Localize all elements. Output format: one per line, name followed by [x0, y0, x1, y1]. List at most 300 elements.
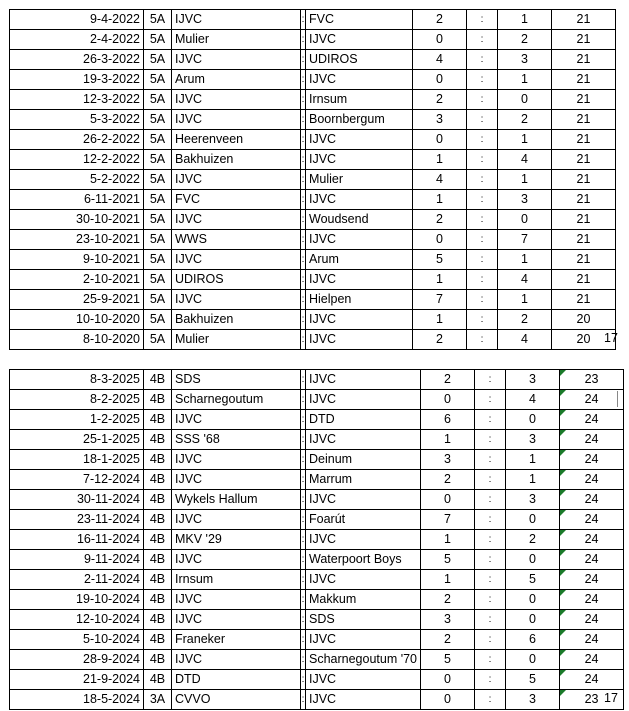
score-colon-cell: :: [467, 170, 498, 190]
round-cell: 24: [560, 390, 624, 410]
home-team-cell: IJVC: [172, 250, 301, 270]
away-team-cell: IJVC: [306, 430, 421, 450]
class-cell: 5A: [144, 230, 172, 250]
away-score-cell: 0: [506, 650, 560, 670]
home-score-cell: 7: [413, 290, 467, 310]
round-cell: 21: [552, 210, 616, 230]
table-row: [10, 390, 624, 410]
table-row: [10, 230, 616, 250]
table-row: [10, 630, 624, 650]
separator-cell: :: [301, 690, 306, 710]
class-cell: 4B: [144, 370, 172, 390]
round-cell: 24: [560, 610, 624, 630]
away-team-cell: IJVC: [306, 190, 413, 210]
round-cell: 24: [560, 630, 624, 650]
score-colon-cell: :: [467, 250, 498, 270]
away-team-cell: UDIROS: [306, 50, 413, 70]
table-row: [10, 330, 616, 350]
separator-cell: :: [301, 410, 306, 430]
away-team-cell: Makkum: [306, 590, 421, 610]
away-team-cell: Irnsum: [306, 90, 413, 110]
away-score-cell: 1: [506, 470, 560, 490]
round-cell: 21: [552, 90, 616, 110]
separator-cell: :: [301, 530, 306, 550]
class-cell: 5A: [144, 150, 172, 170]
away-team-cell: IJVC: [306, 490, 421, 510]
table-row: [10, 250, 616, 270]
home-team-cell: Bakhuizen: [172, 150, 301, 170]
date-cell: 10-10-2020: [10, 310, 144, 330]
away-team-cell: IJVC: [306, 690, 421, 710]
away-score-cell: 2: [498, 30, 552, 50]
class-cell: 5A: [144, 50, 172, 70]
home-score-cell: 5: [421, 650, 475, 670]
separator-cell: :: [301, 110, 306, 130]
home-score-cell: 2: [421, 630, 475, 650]
score-colon-cell: :: [475, 370, 506, 390]
round-cell: 21: [552, 70, 616, 90]
date-cell: 12-2-2022: [10, 150, 144, 170]
date-cell: 5-10-2024: [10, 630, 144, 650]
date-cell: 25-9-2021: [10, 290, 144, 310]
round-cell: 24: [560, 510, 624, 530]
score-colon-cell: :: [475, 550, 506, 570]
away-team-cell: Marrum: [306, 470, 421, 490]
separator-cell: :: [301, 290, 306, 310]
separator-cell: :: [301, 390, 306, 410]
score-colon-cell: :: [467, 10, 498, 30]
score-colon-cell: :: [475, 570, 506, 590]
home-score-cell: 1: [421, 530, 475, 550]
away-score-cell: 3: [506, 370, 560, 390]
score-colon-cell: :: [475, 390, 506, 410]
table-row: [10, 650, 624, 670]
separator-cell: :: [301, 550, 306, 570]
home-team-cell: IJVC: [172, 290, 301, 310]
table-row: [10, 90, 616, 110]
away-score-cell: 3: [506, 690, 560, 710]
score-colon-cell: :: [467, 330, 498, 350]
round-cell: 21: [552, 230, 616, 250]
round-cell: 24: [560, 590, 624, 610]
away-team-cell: IJVC: [306, 330, 413, 350]
home-team-cell: MKV '29: [172, 530, 301, 550]
away-score-cell: 1: [498, 250, 552, 270]
round-cell: 21: [552, 190, 616, 210]
class-cell: 5A: [144, 290, 172, 310]
home-score-cell: 1: [421, 570, 475, 590]
away-score-cell: 3: [498, 50, 552, 70]
separator-cell: :: [301, 650, 306, 670]
home-score-cell: 2: [421, 590, 475, 610]
separator-cell: :: [301, 330, 306, 350]
score-colon-cell: :: [475, 470, 506, 490]
home-score-cell: 0: [421, 390, 475, 410]
away-score-cell: 3: [506, 490, 560, 510]
separator-cell: :: [301, 270, 306, 290]
table-row: [10, 150, 616, 170]
class-cell: 5A: [144, 70, 172, 90]
table-row: [10, 690, 624, 710]
away-team-cell: IJVC: [306, 70, 413, 90]
away-score-cell: 4: [498, 150, 552, 170]
home-team-cell: Arum: [172, 70, 301, 90]
table-row: [10, 210, 616, 230]
table-row: [10, 10, 616, 30]
away-score-cell: 6: [506, 630, 560, 650]
away-score-cell: 2: [498, 310, 552, 330]
home-team-cell: IJVC: [172, 90, 301, 110]
separator-cell: :: [301, 30, 306, 50]
round-cell: 24: [560, 670, 624, 690]
score-colon-cell: :: [467, 310, 498, 330]
home-score-cell: 4: [413, 50, 467, 70]
home-score-cell: 1: [413, 150, 467, 170]
away-team-cell: IJVC: [306, 670, 421, 690]
home-team-cell: CVVO: [172, 690, 301, 710]
away-team-cell: IJVC: [306, 130, 413, 150]
round-cell: 21: [552, 110, 616, 130]
round-cell: 21: [552, 50, 616, 70]
home-team-cell: IJVC: [172, 650, 301, 670]
home-score-cell: 0: [421, 490, 475, 510]
round-cell: 23: [560, 370, 624, 390]
home-team-cell: Irnsum: [172, 570, 301, 590]
separator-cell: :: [301, 250, 306, 270]
away-score-cell: 0: [506, 510, 560, 530]
class-cell: 4B: [144, 390, 172, 410]
date-cell: 5-3-2022: [10, 110, 144, 130]
date-cell: 18-5-2024: [10, 690, 144, 710]
round-cell: 24: [560, 450, 624, 470]
table-row: [10, 70, 616, 90]
separator-cell: :: [301, 90, 306, 110]
score-colon-cell: :: [475, 450, 506, 470]
home-score-cell: 5: [421, 550, 475, 570]
home-score-cell: 3: [421, 450, 475, 470]
away-team-cell: Hielpen: [306, 290, 413, 310]
separator-cell: :: [301, 630, 306, 650]
score-colon-cell: :: [467, 70, 498, 90]
date-cell: 9-4-2022: [10, 10, 144, 30]
home-score-cell: 1: [413, 270, 467, 290]
class-cell: 4B: [144, 470, 172, 490]
home-team-cell: Wykels Hallum: [172, 490, 301, 510]
round-cell: 24: [560, 470, 624, 490]
class-cell: 5A: [144, 190, 172, 210]
date-cell: 21-9-2024: [10, 670, 144, 690]
class-cell: 5A: [144, 30, 172, 50]
round-cell: 20: [552, 330, 616, 350]
home-score-cell: 1: [421, 430, 475, 450]
round-cell: 24: [560, 410, 624, 430]
date-cell: 5-2-2022: [10, 170, 144, 190]
class-cell: 5A: [144, 330, 172, 350]
date-cell: 2-11-2024: [10, 570, 144, 590]
home-team-cell: IJVC: [172, 450, 301, 470]
score-colon-cell: :: [467, 270, 498, 290]
date-cell: 25-1-2025: [10, 430, 144, 450]
away-score-cell: 4: [498, 270, 552, 290]
home-team-cell: UDIROS: [172, 270, 301, 290]
table-row: [10, 170, 616, 190]
away-team-cell: IJVC: [306, 370, 421, 390]
away-team-cell: IJVC: [306, 150, 413, 170]
separator-cell: :: [301, 470, 306, 490]
class-cell: 4B: [144, 450, 172, 470]
away-team-cell: Waterpoort Boys: [306, 550, 421, 570]
table-row: [10, 50, 616, 70]
home-score-cell: 4: [413, 170, 467, 190]
edge-mark: [617, 391, 618, 407]
separator-cell: :: [301, 150, 306, 170]
score-colon-cell: :: [467, 30, 498, 50]
separator-cell: :: [301, 170, 306, 190]
away-team-cell: IJVC: [306, 310, 413, 330]
date-cell: 16-11-2024: [10, 530, 144, 550]
table-row: [10, 570, 624, 590]
home-team-cell: IJVC: [172, 410, 301, 430]
date-cell: 8-3-2025: [10, 370, 144, 390]
home-team-cell: IJVC: [172, 470, 301, 490]
date-cell: 9-10-2021: [10, 250, 144, 270]
separator-cell: :: [301, 610, 306, 630]
home-score-cell: 2: [413, 90, 467, 110]
round-cell: 23: [560, 690, 624, 710]
home-score-cell: 2: [413, 10, 467, 30]
round-cell: 21: [552, 290, 616, 310]
class-cell: 4B: [144, 430, 172, 450]
score-colon-cell: :: [467, 150, 498, 170]
home-team-cell: FVC: [172, 190, 301, 210]
round-cell: 21: [552, 270, 616, 290]
side-note-table1: 17: [604, 331, 618, 345]
home-team-cell: Scharnegoutum: [172, 390, 301, 410]
away-team-cell: IJVC: [306, 230, 413, 250]
round-cell: 24: [560, 650, 624, 670]
class-cell: 5A: [144, 10, 172, 30]
date-cell: 30-10-2021: [10, 210, 144, 230]
round-cell: 24: [560, 530, 624, 550]
table-row: [10, 470, 624, 490]
table-row: [10, 410, 624, 430]
round-cell: 21: [552, 10, 616, 30]
round-cell: 21: [552, 30, 616, 50]
score-colon-cell: :: [467, 210, 498, 230]
home-score-cell: 1: [413, 310, 467, 330]
date-cell: 9-11-2024: [10, 550, 144, 570]
home-team-cell: Mulier: [172, 330, 301, 350]
round-cell: 24: [560, 570, 624, 590]
away-team-cell: Deinum: [306, 450, 421, 470]
table-row: [10, 450, 624, 470]
score-colon-cell: :: [467, 290, 498, 310]
date-cell: 8-2-2025: [10, 390, 144, 410]
score-colon-cell: :: [475, 590, 506, 610]
score-colon-cell: :: [467, 110, 498, 130]
table-row: [10, 430, 624, 450]
class-cell: 4B: [144, 670, 172, 690]
home-score-cell: 3: [413, 110, 467, 130]
home-score-cell: 0: [413, 70, 467, 90]
away-team-cell: DTD: [306, 410, 421, 430]
home-team-cell: IJVC: [172, 210, 301, 230]
home-score-cell: 3: [421, 610, 475, 630]
table-row: [10, 590, 624, 610]
home-team-cell: WWS: [172, 230, 301, 250]
round-cell: 21: [552, 150, 616, 170]
home-score-cell: 2: [421, 470, 475, 490]
class-cell: 3A: [144, 690, 172, 710]
away-score-cell: 5: [506, 570, 560, 590]
date-cell: 2-10-2021: [10, 270, 144, 290]
class-cell: 4B: [144, 650, 172, 670]
score-colon-cell: :: [475, 650, 506, 670]
score-colon-cell: :: [475, 510, 506, 530]
class-cell: 5A: [144, 110, 172, 130]
table-row: [10, 30, 616, 50]
away-score-cell: 1: [498, 70, 552, 90]
score-colon-cell: :: [475, 610, 506, 630]
date-cell: 6-11-2021: [10, 190, 144, 210]
table-row: [10, 610, 624, 630]
separator-cell: :: [301, 510, 306, 530]
separator-cell: :: [301, 570, 306, 590]
separator-cell: :: [301, 210, 306, 230]
class-cell: 4B: [144, 510, 172, 530]
separator-cell: :: [301, 670, 306, 690]
date-cell: 19-10-2024: [10, 590, 144, 610]
separator-cell: :: [301, 370, 306, 390]
home-team-cell: IJVC: [172, 510, 301, 530]
separator-cell: :: [301, 10, 306, 30]
home-score-cell: 7: [421, 510, 475, 530]
date-cell: 12-3-2022: [10, 90, 144, 110]
home-team-cell: IJVC: [172, 110, 301, 130]
home-score-cell: 6: [421, 410, 475, 430]
score-colon-cell: :: [475, 630, 506, 650]
away-score-cell: 4: [506, 390, 560, 410]
away-team-cell: Woudsend: [306, 210, 413, 230]
date-cell: 26-2-2022: [10, 130, 144, 150]
date-cell: 23-10-2021: [10, 230, 144, 250]
away-score-cell: 2: [506, 530, 560, 550]
date-cell: 7-12-2024: [10, 470, 144, 490]
separator-cell: :: [301, 50, 306, 70]
home-team-cell: IJVC: [172, 550, 301, 570]
home-score-cell: 0: [421, 690, 475, 710]
home-team-cell: Franeker: [172, 630, 301, 650]
away-score-cell: 1: [498, 290, 552, 310]
date-cell: 26-3-2022: [10, 50, 144, 70]
home-team-cell: Heerenveen: [172, 130, 301, 150]
table-row: [10, 490, 624, 510]
away-team-cell: FVC: [306, 10, 413, 30]
class-cell: 4B: [144, 490, 172, 510]
table-row: [10, 190, 616, 210]
score-colon-cell: :: [475, 410, 506, 430]
table-row: [10, 510, 624, 530]
table-row: [10, 670, 624, 690]
class-cell: 5A: [144, 210, 172, 230]
table-row: [10, 530, 624, 550]
side-note-table2: 17: [604, 691, 618, 705]
separator-cell: :: [301, 450, 306, 470]
class-cell: 4B: [144, 550, 172, 570]
home-score-cell: 0: [421, 670, 475, 690]
away-score-cell: 4: [498, 330, 552, 350]
class-cell: 5A: [144, 130, 172, 150]
date-cell: 2-4-2022: [10, 30, 144, 50]
home-team-cell: IJVC: [172, 10, 301, 30]
home-team-cell: Mulier: [172, 30, 301, 50]
class-cell: 5A: [144, 310, 172, 330]
away-score-cell: 0: [506, 610, 560, 630]
table-row: [10, 130, 616, 150]
class-cell: 4B: [144, 610, 172, 630]
score-colon-cell: :: [467, 50, 498, 70]
away-score-cell: 1: [506, 450, 560, 470]
round-cell: 21: [552, 170, 616, 190]
date-cell: 8-10-2020: [10, 330, 144, 350]
home-team-cell: IJVC: [172, 170, 301, 190]
table-row: [10, 370, 624, 390]
results-table-5a: [9, 9, 616, 350]
score-colon-cell: :: [475, 690, 506, 710]
separator-cell: :: [301, 310, 306, 330]
round-cell: 21: [552, 250, 616, 270]
table-row: [10, 110, 616, 130]
score-colon-cell: :: [467, 130, 498, 150]
round-cell: 20: [552, 310, 616, 330]
score-colon-cell: :: [475, 490, 506, 510]
class-cell: 5A: [144, 270, 172, 290]
class-cell: 5A: [144, 90, 172, 110]
away-team-cell: Arum: [306, 250, 413, 270]
class-cell: 4B: [144, 570, 172, 590]
away-team-cell: IJVC: [306, 270, 413, 290]
away-team-cell: IJVC: [306, 390, 421, 410]
score-colon-cell: :: [467, 190, 498, 210]
home-team-cell: IJVC: [172, 590, 301, 610]
home-score-cell: 5: [413, 250, 467, 270]
date-cell: 12-10-2024: [10, 610, 144, 630]
round-cell: 24: [560, 550, 624, 570]
away-score-cell: 0: [498, 90, 552, 110]
away-team-cell: Scharnegoutum '70: [306, 650, 421, 670]
separator-cell: :: [301, 190, 306, 210]
away-team-cell: Boornbergum: [306, 110, 413, 130]
score-colon-cell: :: [467, 230, 498, 250]
round-cell: 21: [552, 130, 616, 150]
table-row: [10, 270, 616, 290]
away-score-cell: 1: [498, 10, 552, 30]
separator-cell: :: [301, 70, 306, 90]
away-score-cell: 1: [498, 130, 552, 150]
home-score-cell: 0: [413, 130, 467, 150]
home-score-cell: 2: [413, 330, 467, 350]
home-team-cell: SSS '68: [172, 430, 301, 450]
round-cell: 24: [560, 430, 624, 450]
away-score-cell: 0: [498, 210, 552, 230]
score-colon-cell: :: [475, 430, 506, 450]
date-cell: 1-2-2025: [10, 410, 144, 430]
away-score-cell: 3: [498, 190, 552, 210]
home-team-cell: SDS: [172, 370, 301, 390]
separator-cell: :: [301, 430, 306, 450]
home-team-cell: IJVC: [172, 50, 301, 70]
away-score-cell: 2: [498, 110, 552, 130]
